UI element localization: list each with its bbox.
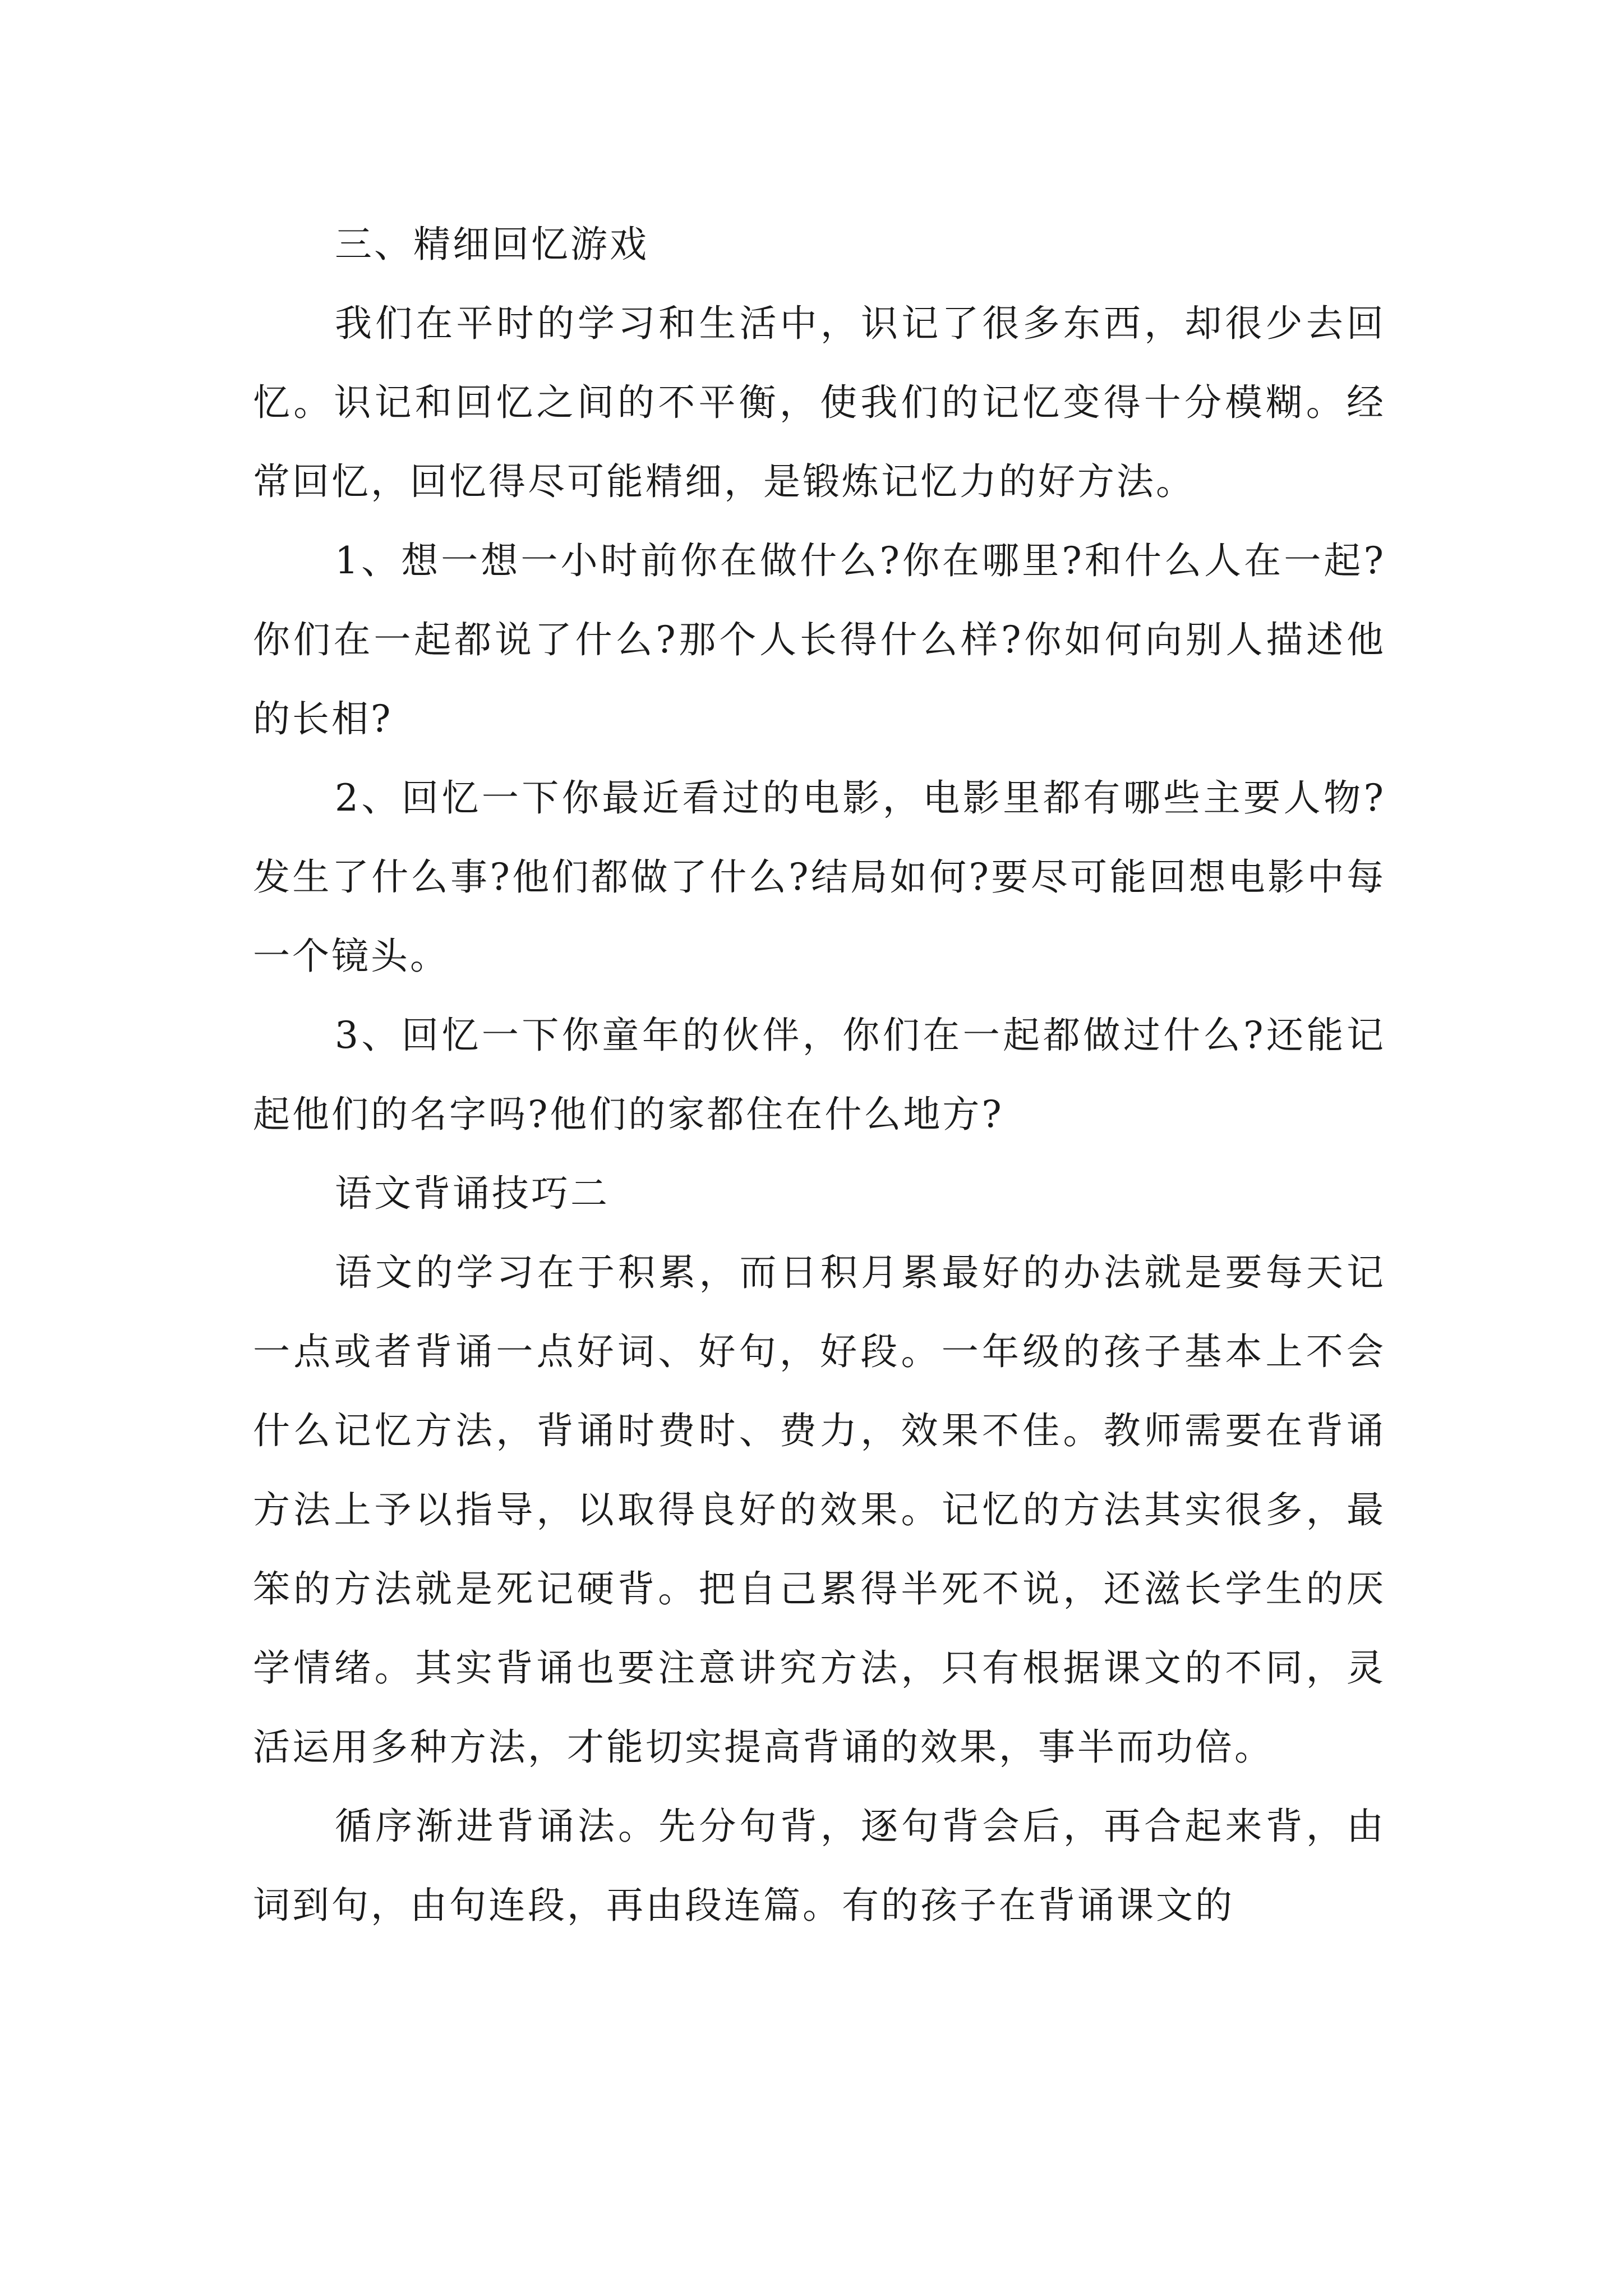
paragraph: 我们在平时的学习和生活中，识记了很多东西，却很少去回忆。识记和回忆之间的不平衡，使我们的记忆变得十分模糊。经常回忆，回忆得尽可能精细，是锻炼记忆力的好方法。 — [253, 302, 1386, 503]
paragraph: 循序渐进背诵法。先分句背，逐句背会后，再合起来背，由词到句，由句连段，再由段连篇。有的孩子在背诵课文的 — [253, 1805, 1386, 1927]
document-body — [253, 205, 1386, 1945]
list-item: 3、回忆一下你童年的伙伴，你们在一起都做过什么?还能记起他们的名字吗?他们的家都住在什么地方? — [253, 1014, 1386, 1136]
list-item: 2、回忆一下你最近看过的电影，电影里都有哪些主要人物?发生了什么事?他们都做了什么?结局如何?要尽可能回想电影中每一个镜头。 — [253, 776, 1386, 978]
paragraph: 语文的学习在于积累，而日积月累最好的办法就是要每天记一点或者背诵一点好词、好句，好段。一年级的孩子基本上不会什么记忆方法，背诵时费时、费力，效果不佳。教师需要在背诵方法上予以指导，以取得良好的效果。记忆的方法其实很多，最笨的方法就是死记硬背。把自己累得半死不说，还滋长学生的厌学情绪。其实背诵也要注意讲究方法，只有根据课文的不同，灵活运用多种方法，才能切实提高背诵的效果，事半而功倍。 — [253, 1251, 1386, 1769]
section-heading: 三、精细回忆游戏 — [335, 223, 649, 266]
list-item: 1、想一想一小时前你在做什么?你在哪里?和什么人在一起?你们在一起都说了什么?那个人长得什么样?你如何向别人描述他的长相? — [253, 539, 1386, 740]
section-heading: 语文背诵技巧二 — [335, 1172, 610, 1215]
